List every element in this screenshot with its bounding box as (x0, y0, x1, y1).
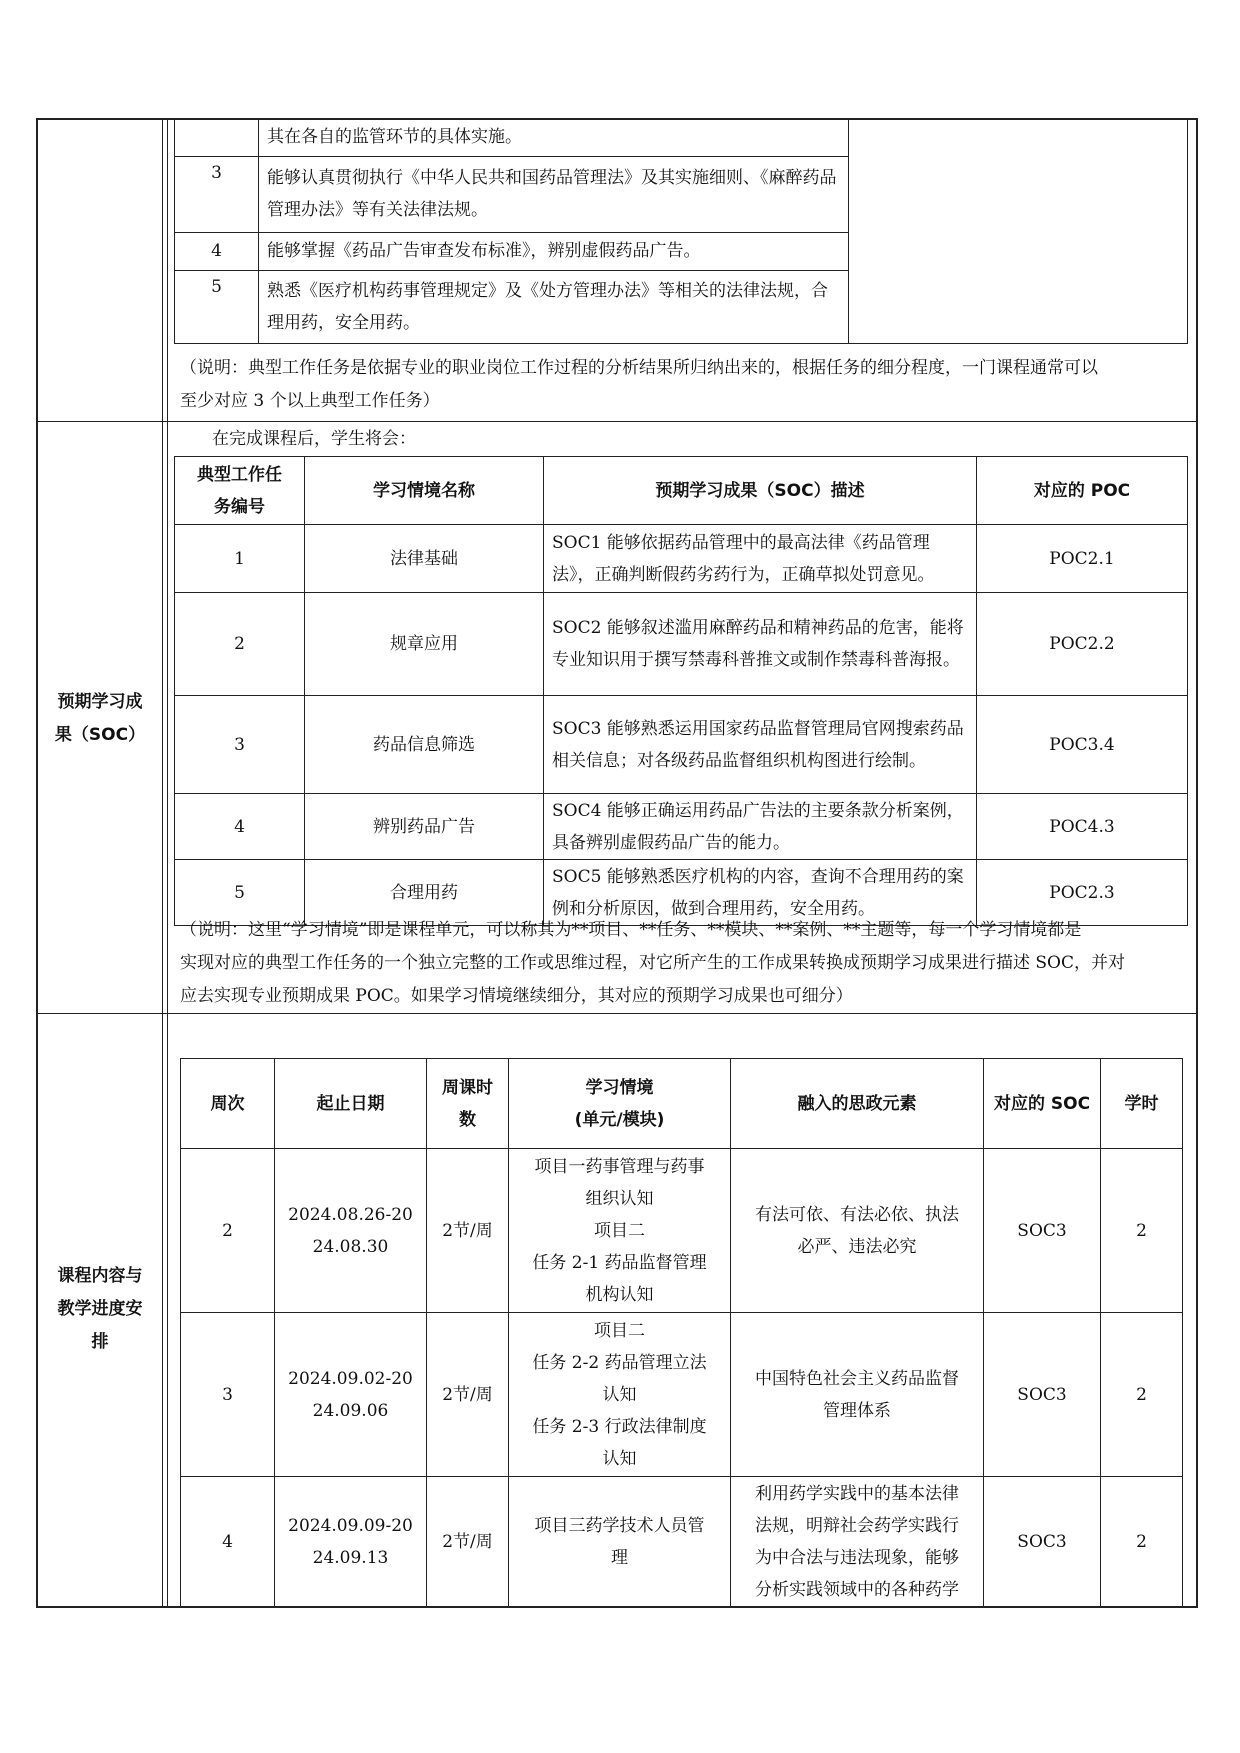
table-row (181, 1313, 1183, 1477)
row-name: 辨别药品广告 (305, 794, 544, 860)
row-no: 1 (175, 525, 305, 593)
label-divider-a (162, 118, 163, 1608)
header-ideology: 融入的思政元素 (731, 1059, 984, 1149)
task-text: 其在各自的监管环节的具体实施。 (259, 118, 849, 156)
table-row (181, 1477, 1183, 1607)
header-class-hours: 学时 (1101, 1059, 1183, 1149)
task-note-line-1: （说明：典型工作任务是依据专业的职业岗位工作过程的分析结果所归纳出来的，根据任务的细分程度，一门课程通常可以 (180, 358, 1098, 378)
outer-left-border (36, 118, 38, 1608)
label-divider-b (167, 118, 168, 1608)
row-week: 4 (181, 1477, 275, 1607)
row-per-week: 2节/周 (427, 1477, 509, 1607)
row-per-week: 2节/周 (427, 1313, 509, 1477)
row-situation: 项目三药学技术人员管 理 (509, 1477, 731, 1607)
row-ideology: 有法可依、有法必依、执法 必严、违法必究 (731, 1149, 984, 1313)
row-poc: POC2.1 (977, 525, 1188, 593)
schedule-section-label-2: 教学进度安 (57, 1299, 143, 1319)
schedule-section-label-1: 课程内容与 (57, 1266, 143, 1286)
row-dates: 2024.09.02-20 24.09.06 (275, 1313, 427, 1477)
section-divider-1 (36, 421, 1198, 422)
row-situation: 项目二 任务 2-2 药品管理立法 认知 任务 2-3 行政法律制度 认知 (509, 1313, 731, 1477)
row-poc: POC2.2 (977, 593, 1188, 696)
row-desc: SOC1 能够依据药品管理中的最高法律《药品管理法》，正确判断假药劣药行为，正确草拟处罚意见。 (544, 525, 977, 593)
task-text: 能够掌握《药品广告审查发布标准》，辨别虚假药品广告。 (259, 232, 849, 270)
row-situation: 项目一药事管理与药事 组织认知 项目二 任务 2-1 药品监督管理 机构认知 (509, 1149, 731, 1313)
row-dates: 2024.09.09-20 24.09.13 (275, 1477, 427, 1607)
row-no: 4 (175, 794, 305, 860)
table-row (175, 696, 1188, 794)
table-row (175, 794, 1188, 860)
soc-note-line-1: （说明：这里“学习情境”即是课程单元，可以称其为**项目、**任务、**模块、**案例、**主题等，每一个学习情境都是 (180, 920, 1082, 940)
row-per-week: 2节/周 (427, 1149, 509, 1313)
table-row (175, 525, 1188, 593)
row-soc: SOC3 (984, 1149, 1101, 1313)
row-no: 5 (175, 860, 305, 926)
task-note-line-2: 至少对应 3 个以上典型工作任务） (180, 391, 440, 411)
row-soc: SOC3 (984, 1313, 1101, 1477)
table-row (181, 1149, 1183, 1313)
row-hours: 2 (1101, 1313, 1183, 1477)
header-situation-name: 学习情境名称 (305, 457, 544, 525)
row-hours: 2 (1101, 1149, 1183, 1313)
table-row (175, 593, 1188, 696)
row-desc: SOC3 能够熟悉运用国家药品监督管理局官网搜索药品相关信息；对各级药品监督组织机构图进行绘制。 (544, 696, 977, 794)
row-soc: SOC3 (984, 1477, 1101, 1607)
soc-note-line-2: 实现对应的典型工作任务的一个独立完整的工作或思维过程，对它所产生的工作成果转换成预期学习成果进行描述 SOC，并对 (180, 953, 1125, 973)
header-learning-situation: 学习情境 (单元/模块) (509, 1059, 731, 1149)
row-name: 法律基础 (305, 525, 544, 593)
row-poc: POC2.3 (977, 860, 1188, 926)
task-text: 能够认真贯彻执行《中华人民共和国药品管理法》及其实施细则、《麻醉药品管理办法》等有关法律法规。 (259, 156, 849, 232)
task-num (175, 118, 259, 156)
row-week: 2 (181, 1149, 275, 1313)
task-table-continued (174, 118, 1188, 344)
header-week: 周次 (181, 1059, 275, 1149)
row-no: 2 (175, 593, 305, 696)
empty-right-cell (849, 118, 1188, 343)
row-name: 合理用药 (305, 860, 544, 926)
task-num: 3 (175, 156, 259, 232)
header-soc-description: 预期学习成果（SOC）描述 (544, 457, 977, 525)
soc-table (174, 456, 1188, 926)
header-soc: 对应的 SOC (984, 1059, 1101, 1149)
soc-note-line-3: 应去实现专业预期成果 POC。如果学习情境继续细分，其对应的预期学习成果也可细分） (180, 986, 853, 1006)
row-dates: 2024.08.26-20 24.08.30 (275, 1149, 427, 1313)
row-desc: SOC4 能够正确运用药品广告法的主要条款分析案例，具备辨别虚假药品广告的能力。 (544, 794, 977, 860)
header-task-no: 典型工作任 务编号 (175, 457, 305, 525)
row-ideology: 中国特色社会主义药品监督 管理体系 (731, 1313, 984, 1477)
header-weekly-hours: 周课时 数 (427, 1059, 509, 1149)
schedule-table (180, 1058, 1183, 1607)
row-week: 3 (181, 1313, 275, 1477)
header-dates: 起止日期 (275, 1059, 427, 1149)
header-poc: 对应的 POC (977, 457, 1188, 525)
row-poc: POC3.4 (977, 696, 1188, 794)
row-desc: SOC2 能够叙述滥用麻醉药品和精神药品的危害，能将专业知识用于撰写禁毒科普推文或制作禁毒科普海报。 (544, 593, 977, 696)
row-name: 药品信息筛选 (305, 696, 544, 794)
soc-intro: 在完成课程后，学生将会： (212, 429, 416, 449)
outer-right-border (1196, 118, 1198, 1608)
row-hours: 2 (1101, 1477, 1183, 1607)
row-ideology: 利用药学实践中的基本法律 法规，明辩社会药学实践行 为中合法与违法现象，能够 分析实践领域中的各种药学 (731, 1477, 984, 1607)
section-divider-2 (36, 1013, 1198, 1014)
row-name: 规章应用 (305, 593, 544, 696)
soc-section-label-1: 预期学习成 (57, 692, 143, 712)
task-num: 5 (175, 270, 259, 343)
task-text: 熟悉《医疗机构药事管理规定》及《处方管理办法》等相关的法律法规，合理用药，安全用药。 (259, 270, 849, 343)
row-poc: POC4.3 (977, 794, 1188, 860)
task-num: 4 (175, 232, 259, 270)
row-desc: SOC5 能够熟悉医疗机构的内容，查询不合理用药的案例和分析原因，做到合理用药，安全用药。 (544, 860, 977, 926)
soc-section-label-2: 果（SOC） (54, 725, 146, 745)
row-no: 3 (175, 696, 305, 794)
schedule-section-label-3: 排 (91, 1332, 109, 1352)
